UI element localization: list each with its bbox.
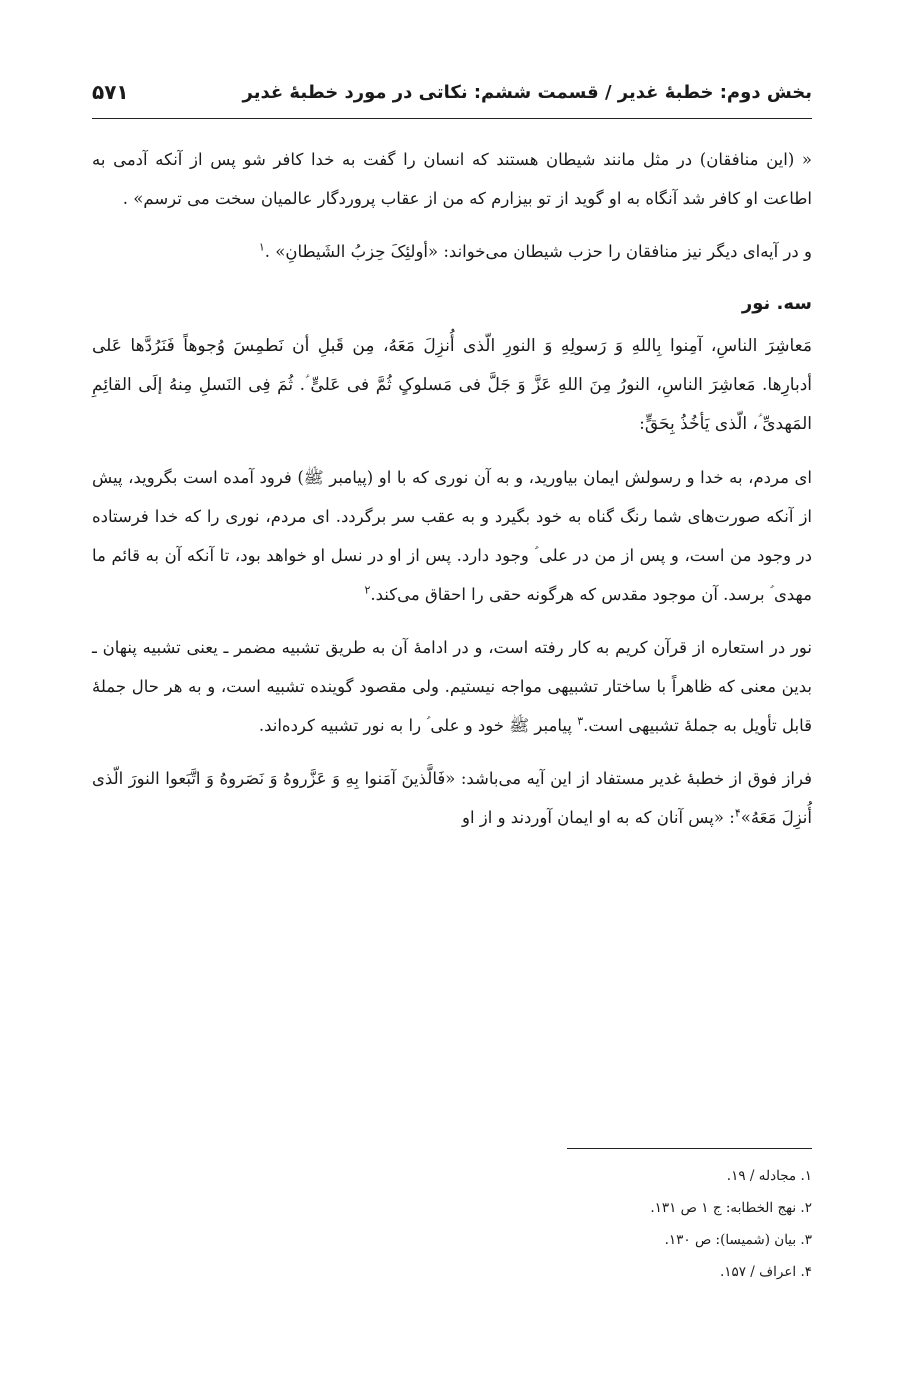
- page-header: [92, 72, 812, 112]
- footnote-item: ۴. اعراف / ۱۵۷.: [719, 1264, 812, 1280]
- footnote-item: ۲. نهج الخطابه: ج ۱ ص ۱۳۱.: [650, 1200, 812, 1216]
- paragraph-quote-translation: [92, 140, 812, 218]
- paragraph-text: : «پس آنان که به او ایمان آوردند و از او: [462, 808, 735, 827]
- paragraph-text: مَعاشِرَ الناسِ، آمِنوا بِاللهِ وَ رَسولِهِ وَ النورِ الّذی أُنزِلَ مَعَهُ، مِن قَبلِ أن نَطمِسَ وُجوهاً فَنَرُدَّها عَلی أدبارِها. مَعاشِرَ الناسِ، النورُ مِنَ اللهِ عَزَّ وَ جَلَّ فی مَسلوکٍ ثُمَّ فی عَلیٍّ ؑ. ثُمَ فِی النَسلِ مِنهُ إلَی القائِمِ المَهدیِّ ؑ، الّذی یَأخُذُ بِحَقٍّ:: [92, 336, 812, 434]
- paragraph-text: فراز فوق از خطبهٔ غدیر مستفاد از این آیه می‌باشد: «فَالَّذینَ آمَنوا بِهِ وَ عَزَّروهُ وَ نَصَروهُ وَ اتَّبَعوا النورَ الّذی أُنزِلَ مَعَهُ»: [92, 769, 812, 827]
- arabic-sermon-text: [92, 327, 812, 444]
- footnote-ref[interactable]: ۱: [258, 240, 265, 254]
- paragraph-hizb-shaytan: [92, 232, 812, 271]
- paragraph-verse-source: [92, 759, 812, 837]
- running-title: بخش دوم: خطبهٔ غدیر / قسمت ششم: نکاتی در مورد خطبهٔ غدیر: [242, 81, 812, 103]
- footnote-ref[interactable]: ۳: [577, 714, 584, 728]
- footnote-ref[interactable]: ۲: [364, 583, 371, 597]
- header-rule: [92, 118, 812, 119]
- footnote-ref[interactable]: ۴: [734, 806, 741, 820]
- page-number: ۵۷۱: [92, 80, 129, 104]
- section-heading: سه. نور: [741, 293, 812, 314]
- footnote-item: ۱. مجادله / ۱۹.: [726, 1168, 812, 1184]
- footnote-rule: [567, 1148, 812, 1149]
- paragraph-persian-translation: [92, 458, 812, 614]
- page-body: [92, 140, 812, 851]
- paragraph-text: « (این منافقان) در مثل مانند شیطان هستند که انسان را گفت به خدا کافر شو پس از آنکه آدمی به اطاعت او کافر شد آنگاه به او گوید از تو بیزارم که من از عقاب پروردگار عالمیان سخت می ترسم» .: [92, 150, 812, 208]
- footnote-item: ۳. بیان (شمیسا): ص ۱۳۰.: [664, 1232, 812, 1248]
- paragraph-text: پیامبر ﷺ خود و علی ؑ را به نور تشبیه کرده‌اند.: [258, 716, 578, 735]
- paragraph-text: و در آیه‌ای دیگر نیز منافقان را حزب شیطان می‌خواند: «أولئِکَ حِزبُ الشَیطانِ» .: [264, 242, 812, 261]
- paragraph-text: نور در استعاره از قرآن کریم به کار رفته است، و در ادامهٔ آن به طریق تشبیه مضمر ـ یعنی تشبیه پنهان ـ بدین معنی که ظاهراً با ساختار تشبیهی مواجه نیستیم. ولی مقصود گوینده تشبیه است، و به هر حال جملهٔ قابل تأویل به جملهٔ تشبیهی است.: [92, 638, 812, 735]
- footnotes: [92, 1160, 812, 1288]
- paragraph-text: ای مردم، به خدا و رسولش ایمان بیاورید، و به آن نوری که با او (پیامبر ﷺ) فرود آمده است بگروید، پیش از آنکه صورت‌های شما رنگ گناه به خود بگیرد و به عقب سر برگردد. ای مردم، نوری را که خدا فرستاده در وجود من است، و پس از من در علی ؑ وجود دارد. پس از او در نسل او خواهد بود، تا آنکه آن به قائم ما مهدی ؑ برسد. آن موجود مقدس که هرگونه حقی را احقاق می‌کند.: [92, 468, 812, 604]
- paragraph-metaphor: [92, 628, 812, 745]
